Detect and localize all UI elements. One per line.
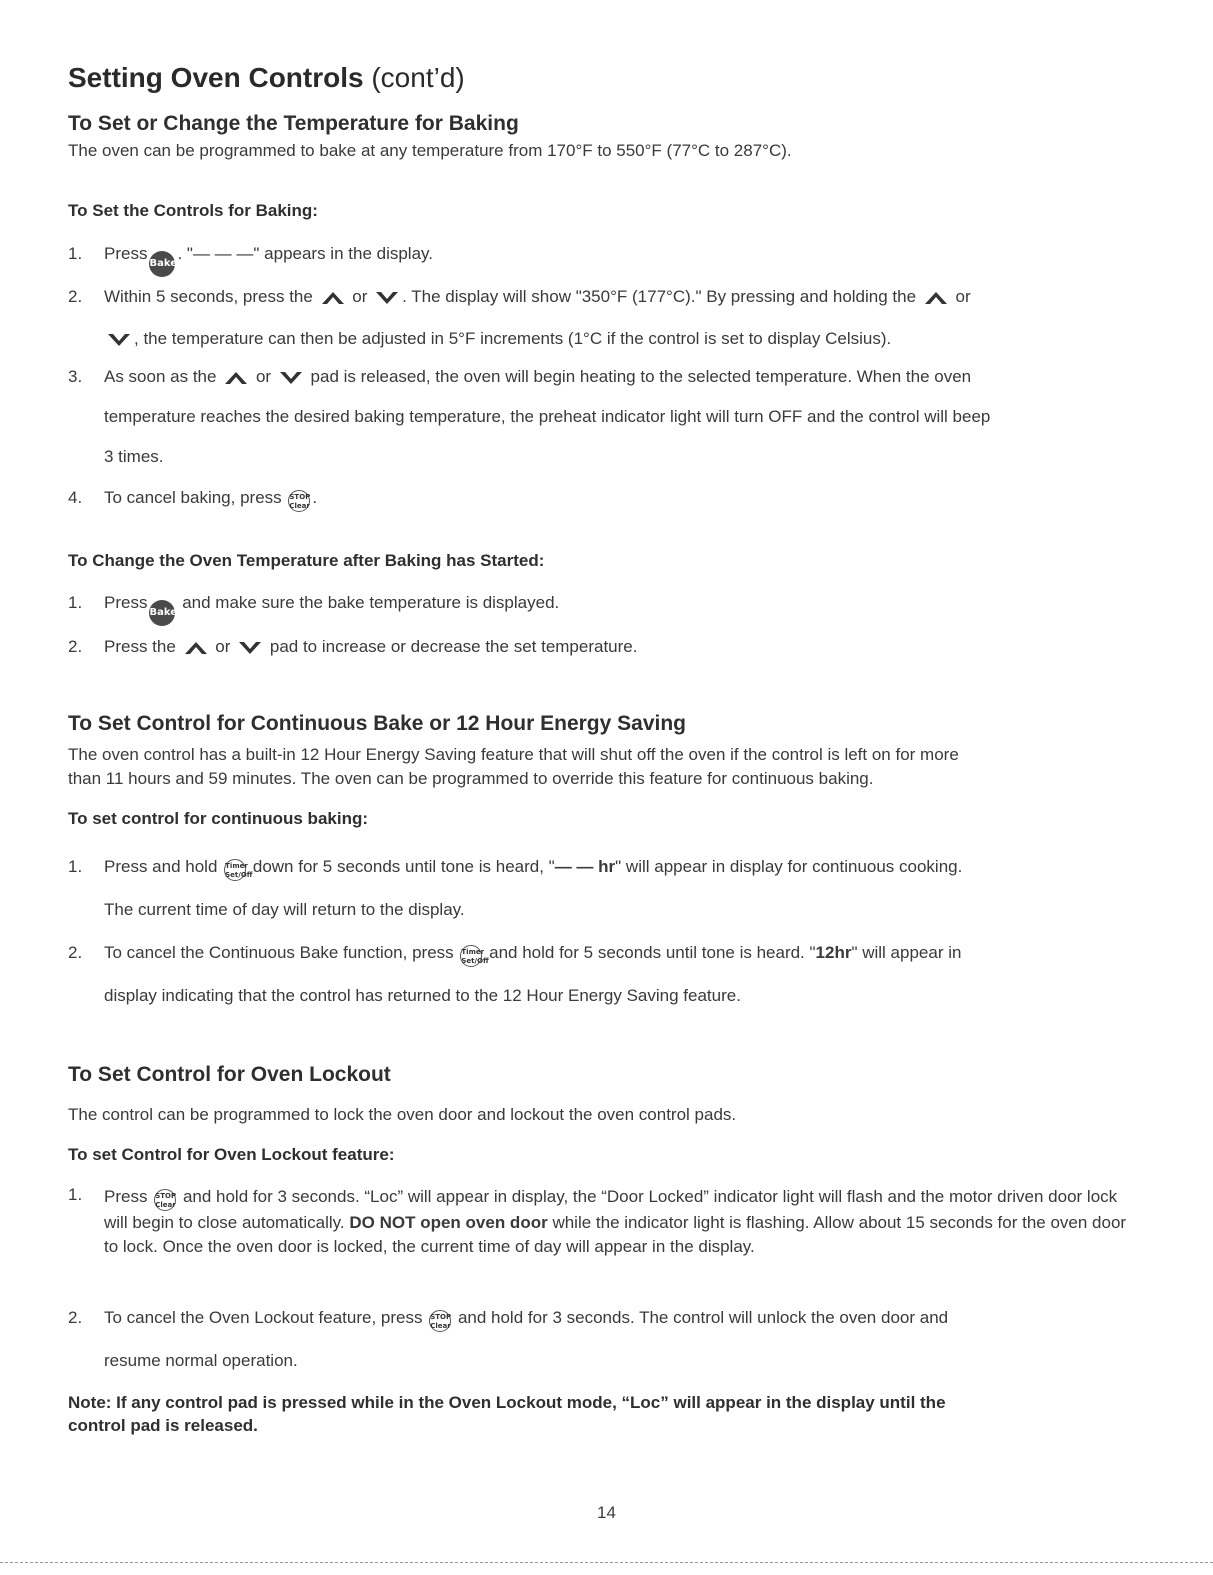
section-intro-lockout: The control can be programmed to lock the oven door and lockout the oven control pads. <box>68 1105 737 1124</box>
stop-clear-button-icon: STOP Clear <box>288 490 310 512</box>
section-heading-continuous-bake: To Set Control for Continuous Bake or 12 Hour Energy Saving <box>68 712 687 735</box>
section-intro-continuous-line2: than 11 hours and 59 minutes. The oven can be programmed to override this feature for continuous baking. <box>68 769 874 788</box>
section-heading-oven-lockout: To Set Control for Oven Lockout <box>68 1063 391 1086</box>
page-number: 14 <box>597 1503 616 1522</box>
down-arrow-icon <box>375 291 399 305</box>
subheading-set-controls-baking: To Set the Controls for Baking: <box>68 201 318 220</box>
page-title: Setting Oven Controls (cont’d) <box>68 62 465 93</box>
up-arrow-icon <box>224 371 248 385</box>
section-heading-baking-temperature: To Set or Change the Temperature for Baking <box>68 112 519 135</box>
section-intro-continuous-line1: The oven control has a built-in 12 Hour Energy Saving feature that will shut off the oven if the control is left on for more <box>68 745 959 764</box>
down-arrow-icon <box>279 371 303 385</box>
timer-set-off-button-icon: Timer Set/Off <box>224 859 246 881</box>
stop-clear-button-icon: STOP Clear <box>429 1310 451 1332</box>
stop-clear-button-icon: STOP Clear <box>154 1189 176 1211</box>
bottom-divider <box>0 1562 1213 1563</box>
lockout-note-line2: control pad is released. <box>68 1416 258 1435</box>
down-arrow-icon <box>238 641 262 655</box>
bake-button-icon: Bake <box>149 600 175 626</box>
subheading-lockout-feature: To set Control for Oven Lockout feature: <box>68 1145 395 1164</box>
timer-set-off-button-icon: Timer Set/Off <box>460 945 482 967</box>
down-arrow-icon <box>107 333 131 347</box>
lockout-note-line1: Note: If any control pad is pressed while in the Oven Lockout mode, “Loc” will appear in the display until the <box>68 1393 946 1412</box>
up-arrow-icon <box>321 291 345 305</box>
up-arrow-icon <box>924 291 948 305</box>
bake-button-icon: Bake <box>149 251 175 277</box>
section-intro-baking: The oven can be programmed to bake at any temperature from 170°F to 550°F (77°C to 287°C). <box>68 141 792 160</box>
subheading-change-temperature: To Change the Oven Temperature after Baking has Started: <box>68 551 545 570</box>
subheading-continuous-baking: To set control for continuous baking: <box>68 809 369 828</box>
up-arrow-icon <box>184 641 208 655</box>
